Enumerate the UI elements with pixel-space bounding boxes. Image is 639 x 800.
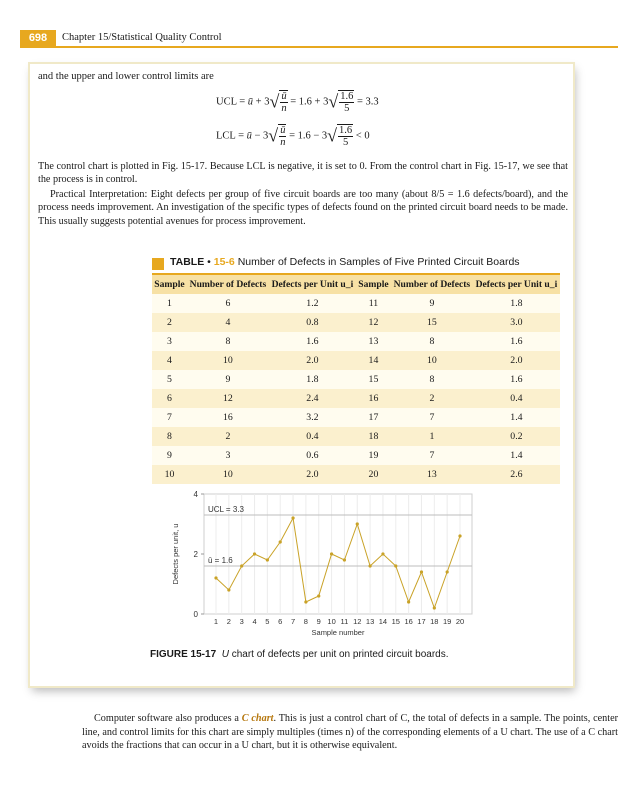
table-cell: 10 (187, 351, 269, 370)
ucl-mid: = 1.6 + 3 (287, 96, 329, 108)
data-point (266, 558, 269, 561)
x-tick-label: 20 (455, 617, 465, 626)
table-cell: 5 (152, 370, 187, 389)
table-bullet: • (207, 256, 211, 268)
c-chart-keyword: C chart (241, 713, 274, 724)
x-tick-label: 5 (265, 617, 270, 626)
table-cell: 6 (152, 389, 187, 408)
ucl-frac-num: ū (281, 91, 287, 102)
table-cell: 18 (356, 427, 391, 446)
u-chart (142, 484, 482, 644)
x-axis-label: Sample number (311, 628, 365, 637)
lcl-lhs: LCL = (216, 130, 247, 142)
table-cell: 0.4 (269, 427, 356, 446)
lcl-mid: = 1.6 − 3 (286, 130, 328, 142)
table-row (152, 313, 560, 332)
figure-label: FIGURE 15-17 (150, 649, 217, 660)
lcl-result: < 0 (353, 130, 370, 142)
table-header-cell: Sample (152, 275, 187, 294)
table-cell: 1.6 (269, 332, 356, 351)
data-point (240, 564, 243, 567)
x-tick-label: 1 (213, 617, 219, 626)
x-tick-label: 4 (252, 617, 257, 626)
data-point (343, 558, 346, 561)
table-cell: 10 (391, 351, 473, 370)
y-tick-label: 4 (193, 490, 198, 499)
x-tick-label: 10 (327, 617, 336, 626)
lcl-op: − 3 (251, 130, 269, 142)
table-cell: 9 (391, 294, 473, 313)
table-header-cell: Number of Defects (391, 275, 473, 294)
table-cell: 16 (356, 389, 391, 408)
bottom-text-before: Computer software also produces a (94, 713, 242, 724)
table-row (152, 465, 560, 484)
defects-table (152, 275, 560, 484)
x-tick-label: 12 (353, 617, 362, 626)
figure-italic: U (221, 649, 229, 660)
ucl-result: = 3.3 (354, 96, 379, 108)
x-tick-label: 14 (378, 617, 388, 626)
table-number: 15-6 (213, 256, 235, 268)
data-point (304, 600, 307, 603)
table-row (152, 389, 560, 408)
table-header-cell: Sample (356, 275, 391, 294)
table-cell: 2 (391, 389, 473, 408)
x-tick-label: 15 (391, 617, 400, 626)
data-point (420, 570, 423, 573)
x-tick-label: 19 (442, 617, 452, 626)
table-cell: 1.6 (473, 370, 560, 389)
table-row (152, 446, 560, 465)
data-point (330, 552, 333, 555)
x-tick-label: 8 (303, 617, 308, 626)
table-cell: 2.0 (269, 351, 356, 370)
table-cell: 0.4 (473, 389, 560, 408)
data-point (317, 594, 320, 597)
lcl-ubar: ū (246, 130, 252, 142)
table-cell: 3.0 (473, 313, 560, 332)
data-point (214, 576, 217, 579)
table-cell: 0.6 (269, 446, 356, 465)
table-cell: 1.8 (473, 294, 560, 313)
table-title-text: Number of Defects in Samples of Five Printed Circuit Boards (237, 256, 520, 268)
ucl-ubar: ū (247, 96, 254, 108)
x-tick-label: 3 (239, 617, 244, 626)
table-cell: 10 (187, 465, 269, 484)
example-panel (30, 64, 573, 686)
page-number: 698 (20, 30, 56, 46)
table-cell: 1.4 (473, 446, 560, 465)
table-cell: 6 (187, 294, 269, 313)
ucl-equation: UCL = ū + 3√ $\frac{ū}{n}$ = 1.6 + 3√ $\frac{1.6}{5}$ = 3.3 (216, 91, 379, 114)
x-tick-label: 18 (430, 617, 439, 626)
x-tick-label: 11 (340, 617, 349, 626)
lcl-equation: LCL = ū − 3√ $\frac{ū}{n}$ = 1.6 − 3√ $\frac{1.6}{5}$ < 0 (216, 125, 370, 148)
table-cell: 13 (391, 465, 473, 484)
table-title (170, 256, 520, 268)
x-tick-label: 17 (417, 617, 426, 626)
data-point (458, 534, 461, 537)
y-axis-label: Defects per unit, u (171, 523, 180, 585)
table-cell: 1 (152, 294, 187, 313)
bottom-text-after: . This is just a control chart of C, the total of defects in a sample. The points, center line, and control limits for this chart are simply multiples (times n) of the corresponding elements of a U chart. The use of a C chart avoids the fractions that can occur in a U chart, but it is otherwise equivalent. (82, 713, 618, 752)
ucl-num2: 1.6 (340, 91, 354, 102)
table-row (152, 370, 560, 389)
chapter-title: Chapter 15/Statistical Quality Control (62, 32, 222, 43)
ucl-lhs: UCL = (216, 96, 248, 108)
table-row (152, 351, 560, 370)
table-cell: 11 (356, 294, 391, 313)
table-cell: 9 (187, 370, 269, 389)
y-tick-label: 2 (193, 550, 198, 559)
table-cell: 19 (356, 446, 391, 465)
table-cell: 9 (152, 446, 187, 465)
lcl-num2: 1.6 (339, 125, 353, 136)
table-cell: 13 (356, 332, 391, 351)
table-cell: 0.2 (473, 427, 560, 446)
table-cell: 2 (152, 313, 187, 332)
data-point (381, 552, 384, 555)
table-cell: 3.2 (269, 408, 356, 427)
table-cell: 2.0 (269, 465, 356, 484)
table-cell: 8 (152, 427, 187, 446)
data-point (407, 600, 410, 603)
table-row (152, 294, 560, 313)
data-point (433, 606, 436, 609)
x-tick-label: 13 (365, 617, 375, 626)
table-cell: 12 (187, 389, 269, 408)
center-label: ū = 1.6 (208, 556, 233, 565)
lcl-den2: 5 (342, 137, 349, 148)
paragraph-control-chart: The control chart is plotted in Fig. 15-17. Because LCL is negative, it is set to 0. From the control chart in Fig. 15-17, we see that the process is in control. (38, 161, 568, 186)
table-cell: 8 (391, 370, 473, 389)
table-cell: 2.6 (473, 465, 560, 484)
table-cell: 3 (187, 446, 269, 465)
table-header-cell: Defects per Unit u_i (473, 275, 560, 294)
table-cell: 8 (391, 332, 473, 351)
table-cell: 15 (391, 313, 473, 332)
y-tick-label: 0 (193, 610, 198, 619)
data-point (446, 570, 449, 573)
table-cell: 15 (356, 370, 391, 389)
table-cell: 2 (187, 427, 269, 446)
x-tick-label: 6 (278, 617, 283, 626)
x-tick-label: 9 (316, 617, 321, 626)
data-point (394, 564, 397, 567)
ucl-frac-den: n (281, 103, 287, 114)
plot-area (204, 494, 472, 614)
table-row (152, 427, 560, 446)
table-cell: 7 (152, 408, 187, 427)
table-cell: 0.8 (269, 313, 356, 332)
table-header-cell: Number of Defects (187, 275, 269, 294)
data-point (253, 552, 256, 555)
data-point (227, 588, 230, 591)
table-cell: 1.8 (269, 370, 356, 389)
lcl-frac-num: ū (280, 125, 286, 136)
table-marker (152, 258, 164, 270)
ucl-label: UCL = 3.3 (208, 505, 244, 514)
table-cell: 12 (356, 313, 391, 332)
table-cell: 4 (187, 313, 269, 332)
figure-caption (150, 649, 449, 660)
table-cell: 4 (152, 351, 187, 370)
table-cell: 1.6 (473, 332, 560, 351)
x-tick-label: 2 (226, 617, 231, 626)
table-cell: 1.4 (473, 408, 560, 427)
table-row (152, 408, 560, 427)
table-cell: 1.2 (269, 294, 356, 313)
table-header-cell: Defects per Unit u_i (269, 275, 356, 294)
table-cell: 14 (356, 351, 391, 370)
table-cell: 7 (391, 446, 473, 465)
ucl-op: + 3 (253, 96, 270, 108)
lcl-frac-den: n (280, 137, 286, 148)
data-point (369, 564, 372, 567)
x-tick-label: 7 (290, 617, 296, 626)
ucl-den2: 5 (344, 103, 350, 114)
data-point (291, 516, 294, 519)
table-cell: 2.4 (269, 389, 356, 408)
table-cell: 10 (152, 465, 187, 484)
data-point (279, 540, 282, 543)
x-tick-label: 16 (404, 617, 413, 626)
table-cell: 20 (356, 465, 391, 484)
data-point (356, 522, 359, 525)
table-cell: 1 (391, 427, 473, 446)
table-cell: 17 (356, 408, 391, 427)
intro-text: and the upper and lower control limits are (38, 71, 214, 82)
table-row (152, 332, 560, 351)
table-label: TABLE (170, 256, 205, 268)
header-rule (20, 46, 618, 48)
table-cell: 16 (187, 408, 269, 427)
table-cell: 3 (152, 332, 187, 351)
bottom-paragraph (82, 712, 618, 753)
paragraph-practical-interpretation: Practical Interpretation: Eight defects per group of five circuit boards are too many (about 8/5 = 1.6 defects/board), and the process needs improvement. An investigation of the specific types of defects found on the printed circuit board needs to be made. This usually suggests potential avenues for process improvement. (38, 189, 568, 227)
table-cell: 2.0 (473, 351, 560, 370)
figure-caption-text: chart of defects per unit on printed circuit boards. (228, 649, 449, 660)
table-cell: 7 (391, 408, 473, 427)
table-cell: 8 (187, 332, 269, 351)
